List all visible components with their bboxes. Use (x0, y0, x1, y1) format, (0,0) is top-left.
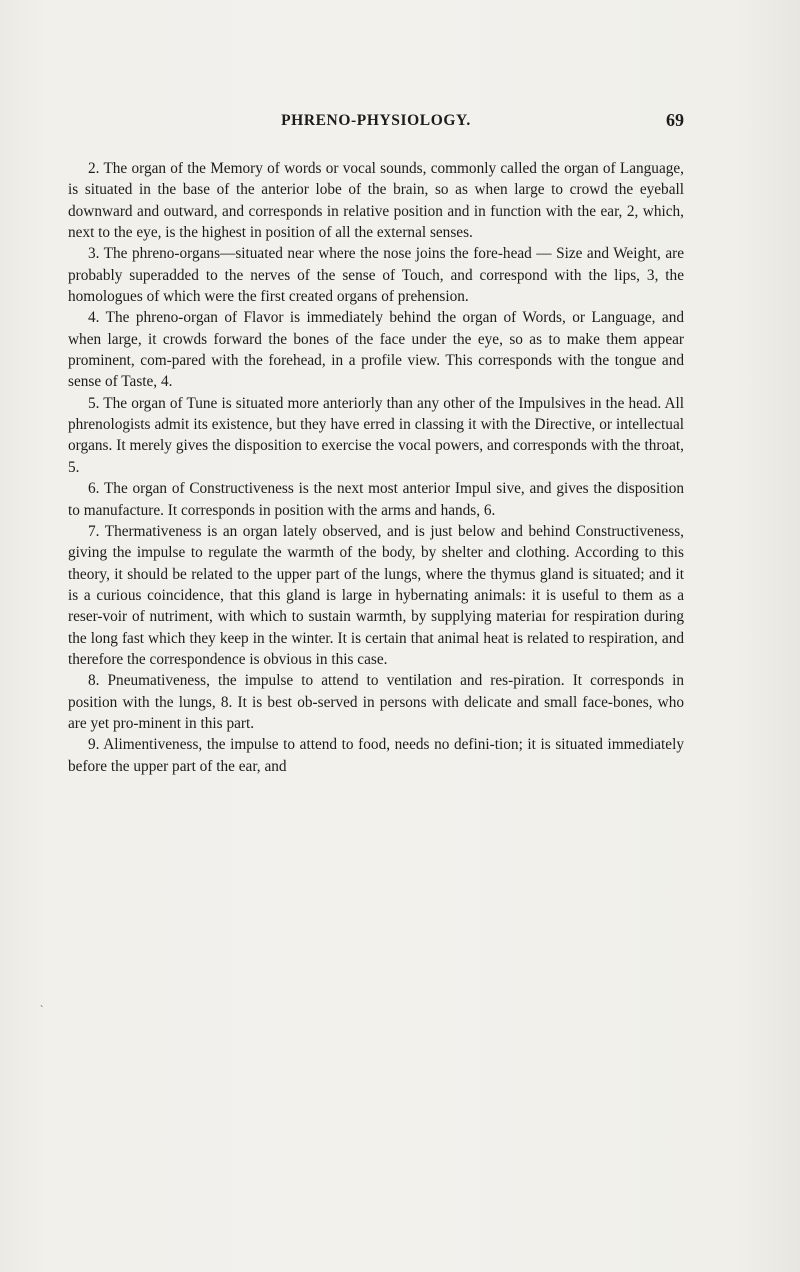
page-header (68, 112, 684, 138)
paragraph-alimentiveness: 9. Alimentiveness, the impulse to attend to food, needs no defini-tion; it is situated immediately before the upper part of the ear, and (68, 736, 684, 775)
body-text (68, 158, 684, 777)
paragraph-tune: 5. The organ of Tune is situated more anteriorly than any other of the Impulsives in the head. All phrenologists admit its existence, but they have erred in classing it with the Directive, or intellectual organs. It merely gives the disposition to exercise the vocal powers, and corresponds with the throat, 5. (68, 394, 684, 476)
paragraph-thermativeness: 7. Thermativeness is an organ lately observed, and is just below and behind Constructiveness, giving the impulse to regulate the warmth of the body, by shelter and clothing. According to this theory, it should be related to the upper part of the lungs, where the thymus gland is situated; and it is a curious coincidence, that this gland is large in hybernating animals: it is useful to them as a reser-voir of nutriment, with which to sustain warmth, by supplying materiaı for respiration during the long fast which they keep in the winter. It is certain that animal heat is related to respiration, and therefore the correspondence is obvious in this case. (68, 522, 684, 668)
paragraph-organ-of-language: 2. The organ of the Memory of words or vocal sounds, commonly called the organ of Language, is situated in the base of the anterior lobe of the brain, so as when large to crowd the eyeball downward and outward, and corresponds in relative position and in function with the ear, 2, which, next to the eye, is the highest in position of all the external senses. (68, 160, 684, 242)
page-number: 69 (666, 110, 684, 130)
margin-speck: ˋ (40, 1005, 44, 1016)
running-title: PHRENO-PHYSIOLOGY. (281, 112, 471, 129)
paragraph-size-and-weight: 3. The phreno-organs—situated near where the nose joins the fore-head — Size and Weight, are probably superadded to the nerves of the sense of Touch, and correspond with the lips, 3, the homologues of which were the first created organs of prehension. (68, 245, 684, 306)
paragraph-pneumativeness: 8. Pneumativeness, the impulse to attend to ventilation and res-piration. It corresponds in position with the lungs, 8. It is best ob-served in persons with delicate and small face-bones, who are yet pro-minent in this part. (68, 672, 684, 732)
paragraph-flavor: 4. The phreno-organ of Flavor is immediately behind the organ of Words, or Language, and when large, it crowds forward the bones of the face under the eye, so as to make them appear prominent, com-pared with the forehead, in a profile view. This corresponds with the tongue and sense of Taste, 4. (68, 309, 684, 391)
paragraph-constructiveness: 6. The organ of Constructiveness is the next most anterior Impul sive, and gives the disposition to manufacture. It corresponds in position with the arms and hands, 6. (68, 480, 684, 519)
